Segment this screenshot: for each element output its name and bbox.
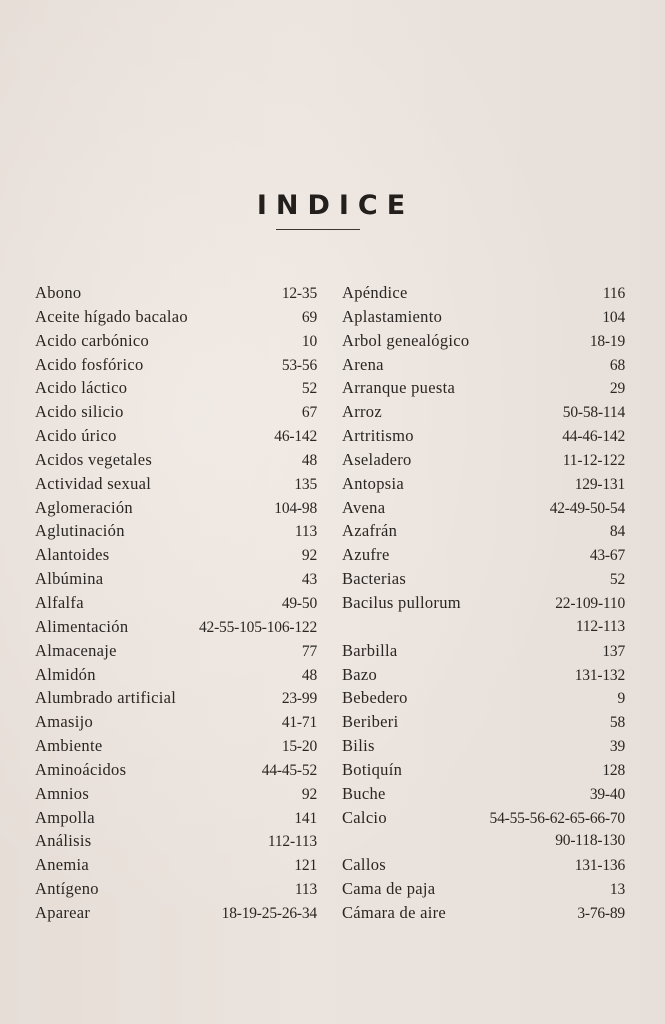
index-page-numbers: 10 [301,332,317,350]
index-page-numbers: 112-113 [267,833,317,851]
index-entry-continuation [342,829,625,853]
index-entry [342,496,625,520]
index-term: Bazo [342,664,378,684]
index-entry [35,639,317,663]
index-entry [35,829,317,853]
index-term: Amnios [35,783,90,803]
index-page-numbers: 39 [609,738,625,756]
index-term: Azafrán [342,521,398,541]
index-entry [342,663,625,687]
index-term: Antopsia [342,473,404,493]
index-page-numbers: 22-109-110 [555,594,625,612]
index-term: Arbol genealógico [342,330,470,350]
index-entry [35,329,317,353]
index-page-numbers: 39-40 [589,785,625,803]
index-term: Arroz [342,402,382,422]
index-term: Antígeno [35,879,99,899]
index-term: Ampolla [35,807,95,827]
index-entry [342,376,625,400]
index-page-numbers: 49-50 [281,594,317,612]
index-entry [342,305,625,329]
index-page-numbers: 41-71 [281,714,317,732]
index-entry [342,519,625,543]
index-page-numbers: 46-142 [274,428,317,446]
index-page-numbers: 29 [609,380,625,398]
index-page-numbers: 121 [294,857,317,875]
index-term: Aseladero [342,449,412,469]
index-term: Análisis [35,831,92,851]
index-term: Albúmina [35,569,104,589]
index-term: Alfalfa [35,592,84,612]
index-page-numbers: 13 [609,881,625,899]
index-term: Cámara de aire [342,902,447,922]
index-entry [342,567,625,591]
index-page-numbers: 104-98 [274,499,317,517]
index-term: Bebedero [342,688,408,708]
index-page-numbers: 129-131 [574,475,625,493]
index-page-numbers: 141 [294,809,317,827]
index-entry [35,663,317,687]
index-entry [342,686,625,710]
index-term: Acido úrico [35,426,117,446]
index-entry-continuation [342,615,625,639]
index-entry [342,877,625,901]
index-entry [342,424,625,448]
index-page-numbers: 52 [609,571,625,589]
index-term: Acido láctico [35,378,128,398]
index-page-numbers: 11-12-122 [562,451,625,469]
index-entry [35,519,317,543]
index-term: Bilis [342,736,375,756]
index-page-numbers: 52 [301,380,317,398]
index-entry [35,734,317,758]
index-page-numbers: 48 [301,451,317,469]
index-entry [342,734,625,758]
index-page-numbers: 44-45-52 [261,761,317,779]
index-entry [342,400,625,424]
index-entry [35,567,317,591]
index-entry [342,710,625,734]
index-page-numbers: 18-19 [589,332,625,350]
index-term: Beriberi [342,712,399,732]
index-term: Bacterias [342,569,407,589]
index-page-numbers: 50-58-114 [562,404,625,422]
index-term: Acido fosfórico [35,354,144,374]
index-entry [35,281,317,305]
index-page-numbers: 104 [602,308,625,326]
index-column-left [35,281,317,925]
index-page-numbers: 92 [301,547,317,565]
index-entry [342,329,625,353]
index-page-numbers: 15-20 [281,738,317,756]
index-page-numbers: 48 [301,666,317,684]
index-page-numbers: 9 [617,690,625,708]
index-page-numbers: 54-55-56-62-65-66-70 [489,809,625,827]
index-entry [35,424,317,448]
index-term: Almacenaje [35,640,117,660]
index-term: Alantoides [35,545,110,565]
index-entry [35,877,317,901]
index-page-numbers: 58 [609,714,625,732]
index-term: Botiquín [342,759,403,779]
index-page-numbers: 3-76-89 [577,904,625,922]
index-term: Callos [342,855,386,875]
index-entry [342,782,625,806]
index-term: Buche [342,783,386,803]
index-entry [35,400,317,424]
index-term: Acidos vegetales [35,449,153,469]
index-page-numbers: 92 [301,785,317,803]
index-term: Aminoácidos [35,759,127,779]
index-page-numbers: 137 [602,642,625,660]
index-term: Calcio [342,807,387,827]
index-entry [342,281,625,305]
index-page-numbers: 128 [602,761,625,779]
index-term: Aglutinación [35,521,125,541]
index-term: Acido silicio [35,402,124,422]
index-entry [35,782,317,806]
index-entry [342,806,625,830]
index-entry [342,543,625,567]
index-term: Ambiente [35,736,103,756]
index-term: Acido carbónico [35,330,149,350]
index-entry [342,639,625,663]
index-term: Alumbrado artificial [35,688,177,708]
index-term: Aceite hígado bacalao [35,306,188,326]
index-term: Arranque puesta [342,378,456,398]
index-page-numbers: 18-19-25-26-34 [221,904,317,922]
index-page-numbers: 90-118-130 [555,832,625,850]
index-entry [35,806,317,830]
index-term: Almidón [35,664,96,684]
index-entry [342,901,625,925]
index-page-numbers: 113 [294,523,317,541]
index-term: Cama de paja [342,879,436,899]
index-term: Abono [35,283,82,302]
index-page-numbers: 116 [602,285,625,302]
index-term: Amasijo [35,712,94,732]
index-page-numbers: 131-132 [574,666,625,684]
index-page-numbers: 42-55-105-106-122 [199,618,317,636]
index-entry [342,591,625,615]
index-entry [35,543,317,567]
index-page-numbers: 84 [609,523,625,541]
index-page-numbers: 135 [294,475,317,493]
index-page-numbers: 43-67 [589,547,625,565]
index-page-numbers: 42-49-50-54 [549,499,625,517]
index-entry [35,496,317,520]
index-entry [35,376,317,400]
index-entry [35,710,317,734]
index-entry [35,615,317,639]
index-term: Bacilus pullorum [342,592,461,612]
index-entry [35,591,317,615]
index-entry [342,853,625,877]
index-entry [35,305,317,329]
index-entry [342,448,625,472]
title-underline [276,229,360,230]
index-entry [35,353,317,377]
index-term: Avena [342,497,386,517]
index-entry [35,472,317,496]
index-entry [35,448,317,472]
index-entry [35,686,317,710]
page-title: INDICE [256,190,415,221]
index-term: Aplastamiento [342,306,443,326]
index-term: Aglomeración [35,497,133,517]
index-page-numbers: 131-136 [574,857,625,875]
index-entry [342,472,625,496]
index-page-numbers: 44-46-142 [562,428,625,446]
index-entry [342,353,625,377]
index-column-right [342,281,625,925]
index-page-numbers: 69 [301,308,317,326]
index-page-numbers: 12-35 [281,285,317,302]
index-term: Arena [342,354,384,374]
index-term: Actividad sexual [35,473,152,493]
index-page-numbers: 113 [294,881,317,899]
index-page-numbers: 53-56 [281,356,317,374]
index-entry [342,758,625,782]
index-term: Apéndice [342,283,408,302]
index-term: Azufre [342,545,390,565]
index-page-numbers: 23-99 [281,690,317,708]
index-page-numbers: 68 [609,356,625,374]
index-entry [35,901,317,925]
index-term: Anemia [35,855,90,875]
index-term: Aparear [35,902,91,922]
index-page-numbers: 67 [301,404,317,422]
index-page-numbers: 112-113 [575,617,625,635]
index-term: Artritismo [342,426,414,446]
index-entry [35,853,317,877]
index-page-numbers: 43 [301,571,317,589]
index-entry [35,758,317,782]
index-page-numbers: 77 [301,642,317,660]
index-term: Barbilla [342,640,398,660]
index-term: Alimentación [35,616,129,636]
